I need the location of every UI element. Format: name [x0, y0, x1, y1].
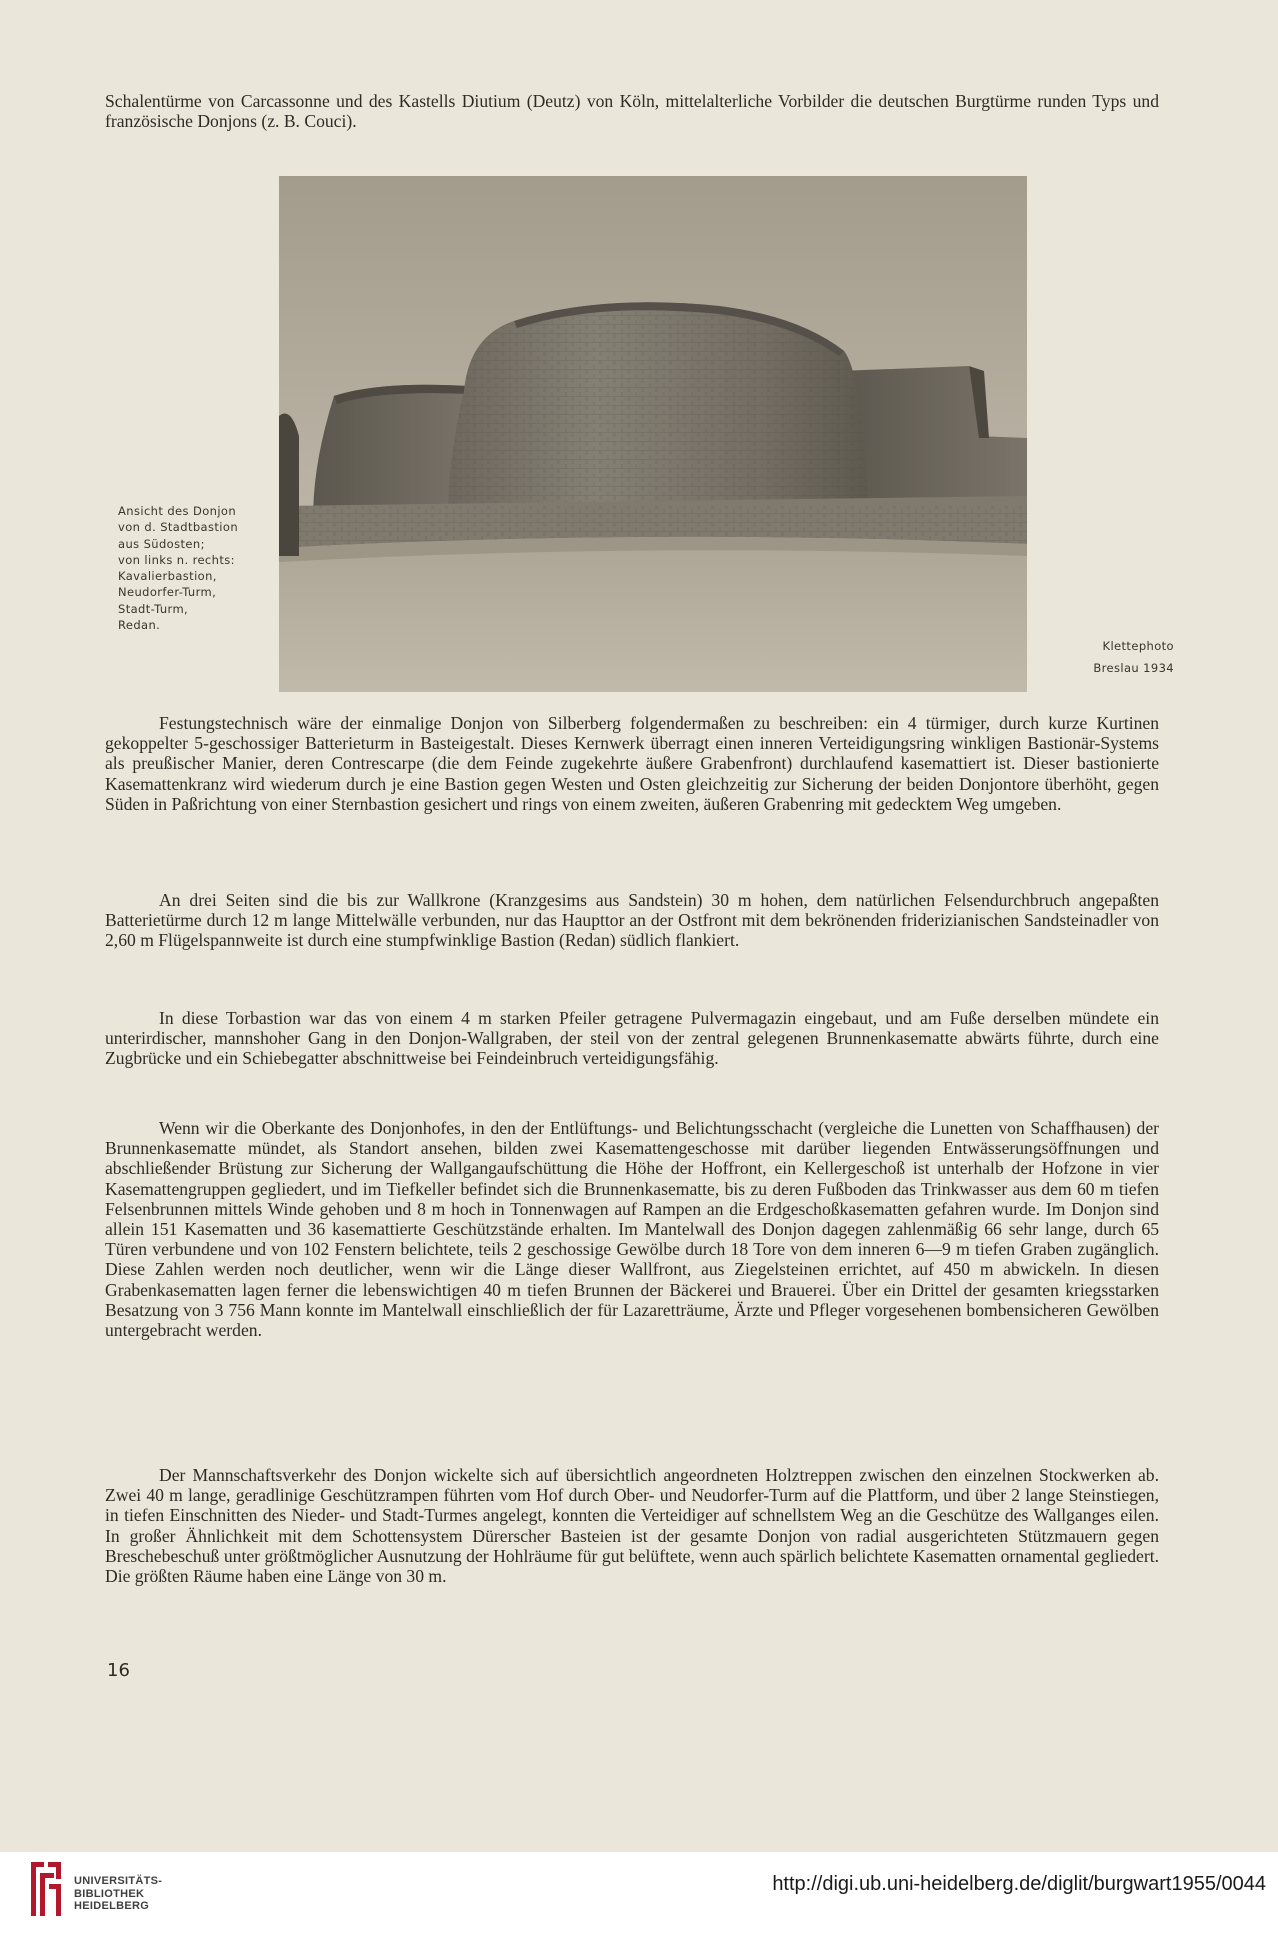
library-footer — [0, 1852, 1278, 1941]
caption-line: von links n. rechts: — [118, 552, 235, 567]
photo-caption — [118, 503, 288, 633]
library-name — [74, 1875, 162, 1913]
library-name-line: BIBLIOTHEK — [74, 1887, 145, 1900]
credit-line: Klettephoto — [1102, 639, 1174, 653]
paragraph-text: Festungstechnisch wäre der einmalige Donjon von Silberberg folgendermaßen zu beschreiben: ein 4 türmiger, durch kurze Kurtinen gekoppelter 5-geschossiger Batterieturm in Basteigestalt. Dieses Kernwerk überragt einen inneren Verteidigungsring winkligen Bastionär-Systems als preußischer Manier, deren Contrescarpe (die dem Feinde zugekehrte äußere Grabenfront) durchlaufend kasemattiert ist. Dieser bastionierte Kasemattenkranz wird wiederum durch je eine Bastion gegen Westen und Osten gleichzeitig zur Sicherung der beiden Donjontore überhöht, gegen Süden in Paßrichtung von einer Sternbastion gesichert und rings von einem zweiten, äußeren Grabenring mit gedecktem Weg umgeben. — [105, 713, 1159, 814]
source-url-link[interactable]: http://digi.ub.uni-heidelberg.de/diglit/burgwart1955/0044 — [772, 1873, 1266, 1895]
caption-line: Stadt-Turm, — [118, 601, 189, 616]
paragraph-text: Der Mannschaftsverkehr des Donjon wickelte sich auf übersichtlich angeordneten Holztreppen zwischen den einzelnen Stockwerken ab. Zwei 40 m lange, geradlinige Geschützrampen führten vom Hof durch Ober- und Neudorfer-Turm auf die Plattform, und über 2 lange Steinstiegen, in tiefen Einschnitten des Nieder- und Stadt-Turmes angelegt, konnten die Verteidiger auf schnellstem Weg an die Geschütze des Wallganges eilen. In großer Ähnlichkeit mit dem Schottensystem Dürerscher Basteien ist der gesamte Donjon von radial ausgerichteten Stützmauern gegen Breschebeschuß unter größtmöglicher Ausnutzung der Hohlräume für gut belüftete, wenn auch spärlich belichtete Kasematten ornamental gegliedert. Die größten Räume haben eine Länge von 30 m. — [105, 1465, 1159, 1587]
body-paragraph — [105, 890, 1159, 951]
library-name-line: UNIVERSITÄTS- — [74, 1875, 163, 1887]
caption-line: Ansicht des Donjon — [118, 504, 237, 518]
paragraph-text: In diese Torbastion war das von einem 4 m starken Pfeiler getragene Pulvermagazin eingebaut, und am Fuße derselben mündete ein unterirdischer, mannshoher Gang in den Donjon-Wallgraben, der steil von der zentral gelegenen Brunnenkasematte abwärts führte, durch eine Zugbrücke und ein Schiebegatter abschnittweise bei Feindeinbruch verteidigungsfähig. — [105, 1008, 1159, 1069]
library-name-line: HEIDELBERG — [74, 1900, 150, 1912]
library-logo-icon[interactable] — [28, 1859, 64, 1919]
page-number: 16 — [107, 1660, 130, 1681]
fortress-photo — [279, 176, 1027, 692]
paragraph-text: Wenn wir die Oberkante des Donjonhofes, in den der Entlüftungs- und Belichtungsschacht (vergleiche die Lunetten von Schaffhausen) der Brunnenkasematte mündet, als Standort ansehen, bilden zwei Kasemattengeschosse mit darüber liegenden Entwässerungsöffnungen und abschließender Brüstung zur Sicherung der Wallgangaufschüttung die Höhe der Hoffront, ein Kellergeschoß ist unterhalb der Hofzone in vier Kasemattengruppen gegliedert, und im Tiefkeller befindet sich die Brunnenkasematte, bis zu deren Fußboden das Trinkwasser aus dem 60 m tiefen Felsenbrunnen mittels Winde gehoben und 8 m hoch in Tonnenwagen auf Rampen an die Erdgeschoßkasematten gefahren wurde. Im Donjon sind allein 151 Kasematten und 36 kasemattierte Geschützstände erhalten. Im Mantelwall des Donjon dagegen zahlenmäßig 66 sehr lange, durch 65 Türen verbundene und von 102 Fenstern belichtete, teils 2 geschossige Gewölbe durch 18 Tore von dem inneren 6—9 m tiefen Graben zugänglich. Diese Zahlen werden noch deutlicher, wenn wir die Länge dieser Wallfront, aus Ziegelsteinen errichtet, auf 450 m abwickeln. In diesen Grabenkasematten lagen ferner die lebenswichtigen 40 m tiefen Brunnen der Bäckerei und Brauerei. Über ein Drittel der gesamten kriegsstarken Besatzung von 3 756 Mann konnte im Mantelwall einschließlich der für Lazaretträume, Ärzte und Pfleger vorgesehenen bombensicheren Gewölben untergebracht werden. — [105, 1118, 1159, 1341]
caption-line: aus Südosten; — [118, 536, 205, 551]
body-paragraph — [105, 713, 1159, 814]
intro-text: Schalentürme von Carcassonne und des Kastells Diutium (Deutz) von Köln, mittelalterliche Vorbilder die deutschen Burgtürme runden Typs und französische Donjons (z. B. Couci). — [105, 91, 1159, 132]
caption-line: Neudorfer-Turm, — [118, 585, 217, 600]
body-paragraph — [105, 1008, 1159, 1069]
caption-line: von d. Stadtbastion — [118, 520, 239, 535]
caption-line: Kavalierbastion, — [118, 569, 217, 584]
caption-line: Redan. — [118, 618, 161, 633]
credit-line: Breslau 1934 — [1093, 661, 1174, 675]
body-paragraph — [105, 1118, 1159, 1340]
intro-paragraph — [105, 91, 1159, 131]
paragraph-text: An drei Seiten sind die bis zur Wallkrone (Kranzgesims aus Sandstein) 30 m hohen, dem natürlichen Felsendurchbruch angepaßten Batterietürme durch 12 m lange Mittelwälle verbunden, nur das Haupttor an der Ostfront mit dem bekrönenden friderizianischen Sandsteinadler von 2,60 m Flügelspannweite ist durch eine stumpfwinklige Bastion (Redan) südlich flankiert. — [105, 890, 1159, 951]
body-paragraph — [105, 1465, 1159, 1586]
donjon-photograph — [279, 176, 1027, 692]
photo-credit — [1052, 635, 1174, 679]
